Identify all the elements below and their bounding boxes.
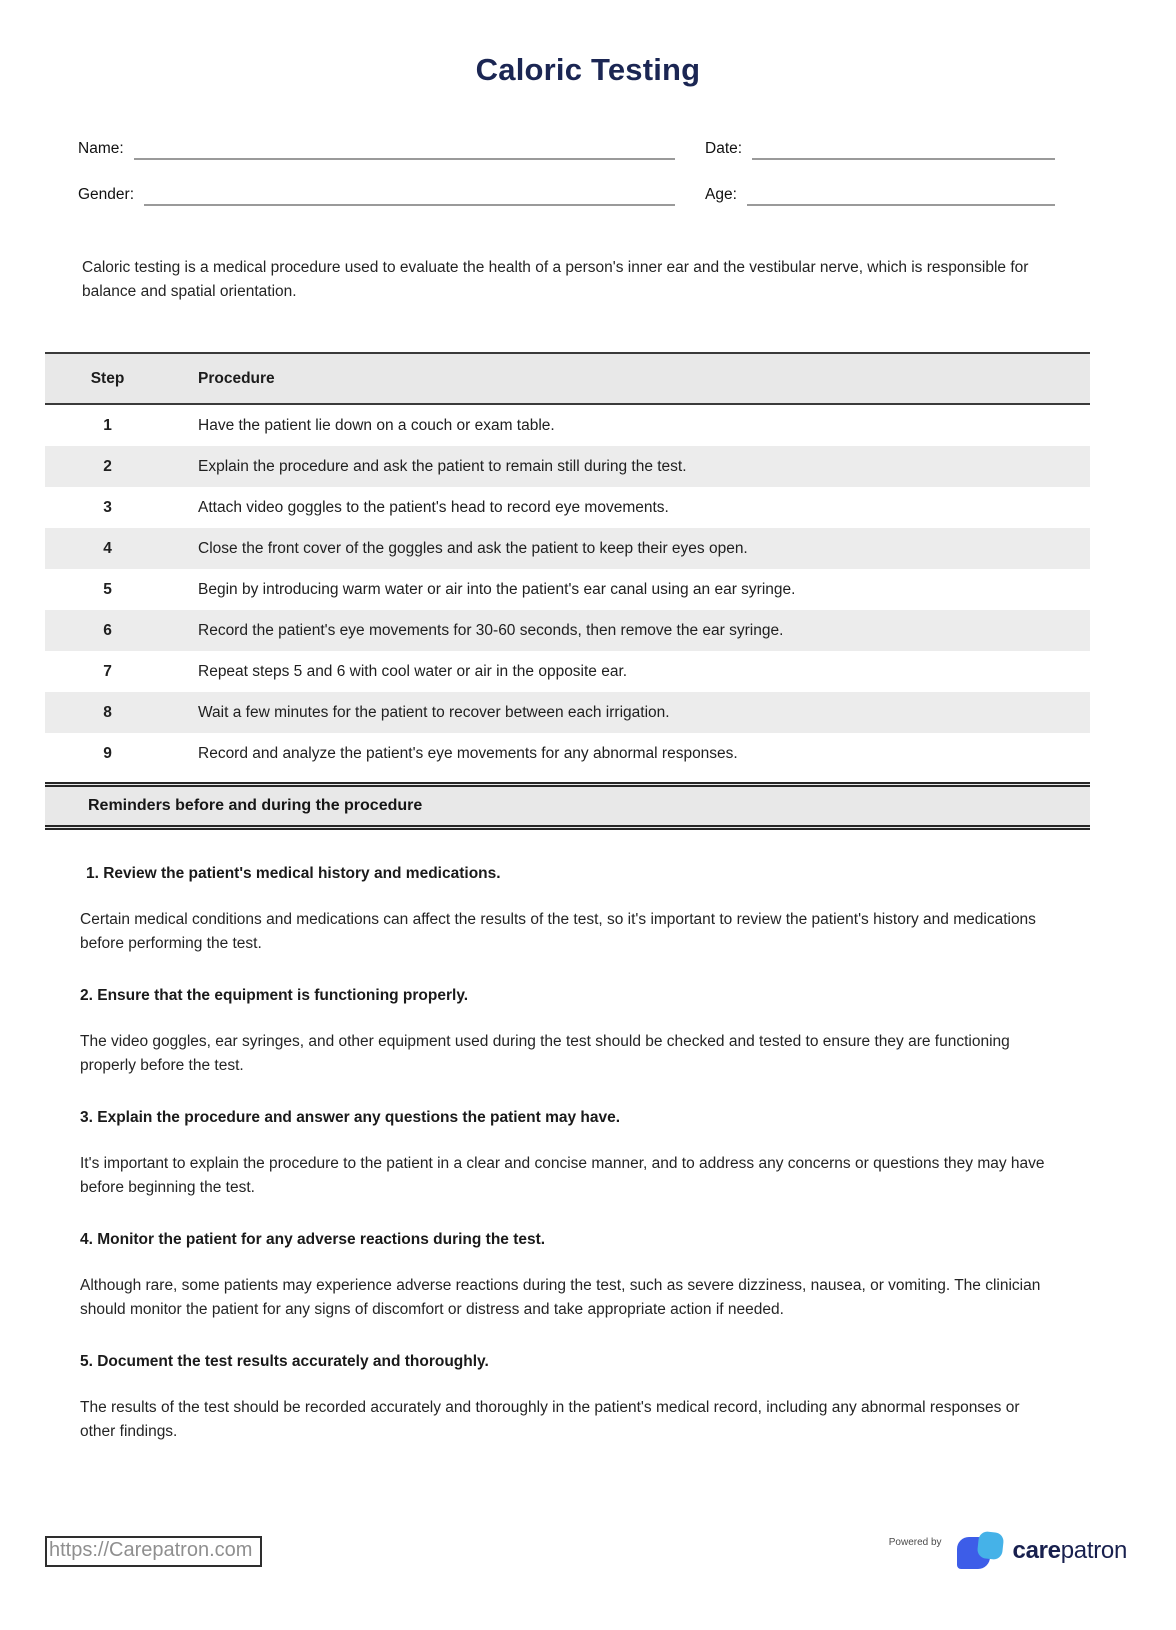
procedure-text: Explain the procedure and ask the patient to remain still during the test. xyxy=(198,457,687,475)
logo-blob-light-blue xyxy=(976,1531,1004,1560)
date-input-line xyxy=(752,142,1055,160)
intro-paragraph: Caloric testing is a medical procedure used to evaluate the health of a person's inner ear and the vestibular nerve, which is responsible for balance and spatial orientation. xyxy=(82,259,1029,300)
table-body xyxy=(45,405,1090,774)
name-field xyxy=(78,140,675,160)
age-field xyxy=(705,186,1055,206)
powered-by-label: Powered by xyxy=(888,1536,942,1548)
carepatron-logo-icon xyxy=(957,1528,1007,1574)
table-row xyxy=(45,569,1090,610)
procedure-text: Close the front cover of the goggles and ask the patient to keep their eyes open. xyxy=(198,539,748,557)
step-number: 5 xyxy=(103,580,112,598)
patient-info-form xyxy=(0,138,1176,206)
procedure-text: Wait a few minutes for the patient to recover between each irrigation. xyxy=(198,703,670,721)
reminder-heading: 1. Review the patient's medical history and medications. xyxy=(86,865,501,882)
reminder-heading: 3. Explain the procedure and answer any questions the patient may have. xyxy=(80,1109,621,1126)
reminder-heading: 2. Ensure that the equipment is functioning properly. xyxy=(80,987,469,1004)
procedure-text: Repeat steps 5 and 6 with cool water or air in the opposite ear. xyxy=(198,662,628,680)
reminder-body: The video goggles, ear syringes, and other equipment used during the test should be checked and tested to ensure they are functioning properly before the test. xyxy=(80,1033,1010,1074)
carepatron-wordmark xyxy=(1013,1537,1127,1565)
form-row-gender-age xyxy=(78,184,1055,206)
step-column-header: Step xyxy=(90,369,125,387)
reminders-section-header xyxy=(45,782,1090,830)
reminder-heading: 5. Document the test results accurately and thoroughly. xyxy=(80,1353,489,1370)
table-row xyxy=(45,446,1090,487)
procedure-text: Record and analyze the patient's eye movements for any abnormal responses. xyxy=(198,744,738,762)
reminders-list xyxy=(80,862,1055,1444)
table-row xyxy=(45,405,1090,446)
age-input-line xyxy=(747,188,1055,206)
step-number: 4 xyxy=(103,539,112,557)
reminder-body: Although rare, some patients may experience adverse reactions during the test, such as severe dizziness, nausea, or vomiting. The clinician should monitor the patient for any signs of discomfort or distress and take appropriate action if needed. xyxy=(80,1277,1041,1318)
age-label: Age: xyxy=(705,186,737,203)
reminder-body: The results of the test should be recorded accurately and thoroughly in the patient's medical record, including any abnormal responses or other findings. xyxy=(80,1399,1020,1440)
step-number: 2 xyxy=(103,457,112,475)
step-number: 6 xyxy=(103,621,112,639)
table-header-row xyxy=(45,352,1090,405)
step-number: 9 xyxy=(103,744,112,762)
brand-care-text: care xyxy=(1012,1537,1061,1564)
table-row xyxy=(45,733,1090,774)
table-row xyxy=(45,610,1090,651)
reminder-heading: 4. Monitor the patient for any adverse reactions during the test. xyxy=(80,1231,546,1248)
procedure-text: Have the patient lie down on a couch or exam table. xyxy=(198,416,555,434)
table-row xyxy=(45,487,1090,528)
procedure-column-header: Procedure xyxy=(198,369,275,387)
carepatron-link-box xyxy=(45,1536,262,1567)
step-number: 3 xyxy=(103,498,112,516)
powered-by-block xyxy=(889,1528,1127,1574)
reminders-header-label: Reminders before and during the procedure xyxy=(88,797,423,814)
procedure-text: Attach video goggles to the patient's head to record eye movements. xyxy=(198,498,669,516)
gender-field xyxy=(78,186,675,206)
name-label: Name: xyxy=(78,140,124,157)
step-number: 8 xyxy=(103,703,112,721)
procedure-text: Begin by introducing warm water or air into the patient's ear canal using an ear syringe. xyxy=(198,580,796,598)
carepatron-link[interactable]: https://Carepatron.com xyxy=(49,1538,253,1561)
reminder-body: It's important to explain the procedure to the patient in a clear and concise manner, and to address any concerns or questions they may have before beginning the test. xyxy=(80,1155,1045,1196)
procedure-text: Record the patient's eye movements for 30-60 seconds, then remove the ear syringe. xyxy=(198,621,784,639)
page-footer xyxy=(45,1528,1127,1574)
name-input-line xyxy=(134,142,675,160)
gender-input-line xyxy=(144,188,675,206)
brand-patron-text: patron xyxy=(1060,1537,1127,1564)
date-label: Date: xyxy=(705,140,743,157)
reminder-body: Certain medical conditions and medications can affect the results of the test, so it's important to review the patient's history and medications before performing the test. xyxy=(80,911,1036,952)
step-number: 1 xyxy=(103,416,112,434)
step-number: 7 xyxy=(103,662,112,680)
table-row xyxy=(45,528,1090,569)
procedure-table xyxy=(45,352,1090,774)
gender-label: Gender: xyxy=(78,186,135,203)
table-row xyxy=(45,651,1090,692)
table-row xyxy=(45,692,1090,733)
date-field xyxy=(705,140,1055,160)
page-title: Caloric Testing xyxy=(475,52,701,87)
form-row-name-date xyxy=(78,138,1055,160)
